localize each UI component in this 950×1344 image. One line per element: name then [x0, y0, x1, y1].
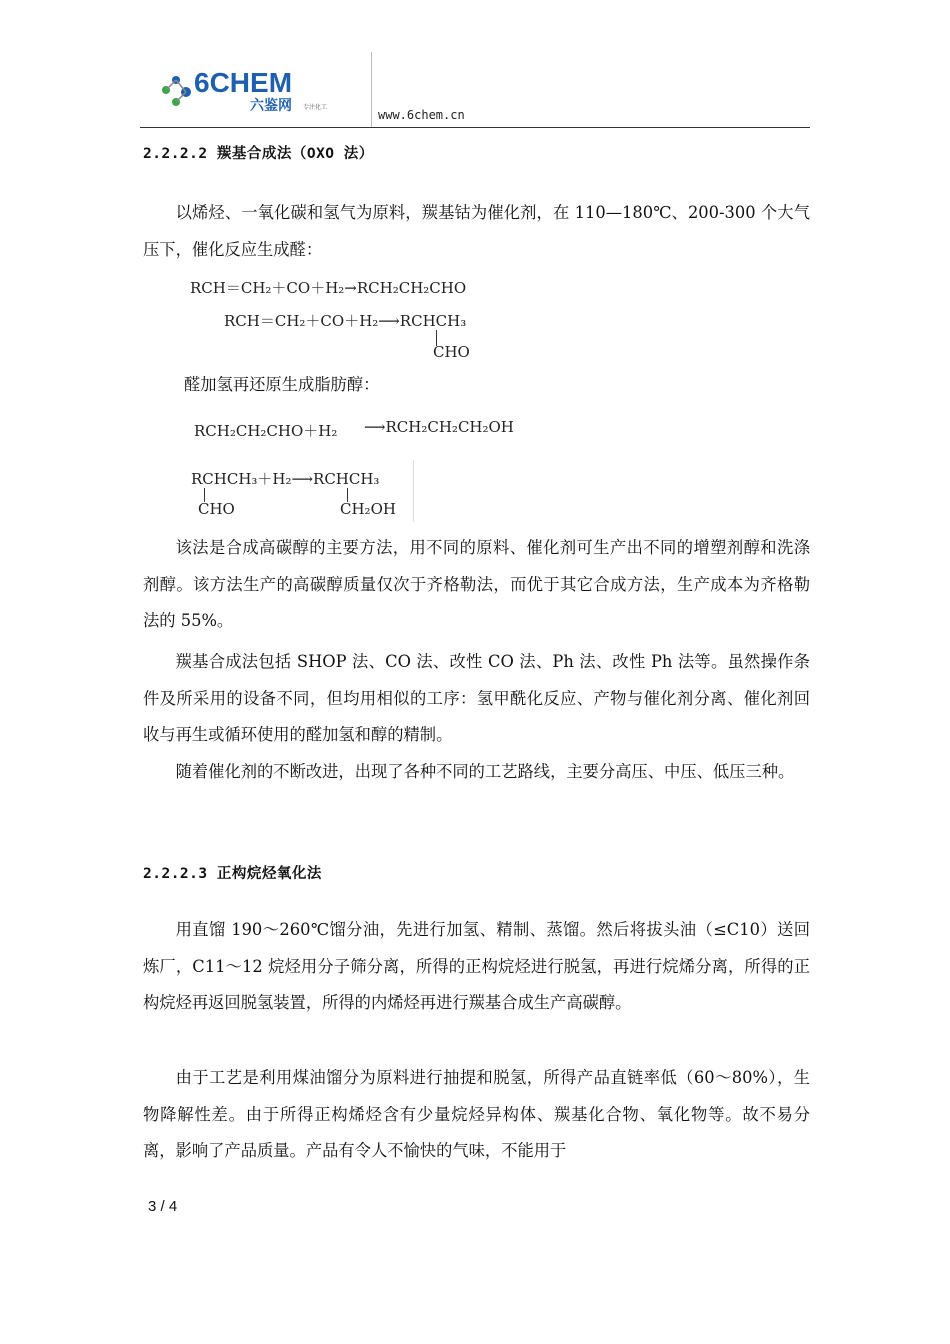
paraffin-paragraph-2: 由于工艺是利用煤油馏分为原料进行抽提和脱氢，所得产品直链率低（60～80%），生物降解性差。由于所得正构烯烃含有少量烷烃异构体、羰基化合物、氧化物等。故不易分离，影响了产品质量。产品有令人不愉快的气味，不能用于	[143, 1068, 810, 1160]
6chem-logo	[158, 62, 358, 112]
formula2-line1-right: ⟶RCH₂CH₂CH₂OH	[364, 418, 514, 436]
page-header	[140, 52, 810, 128]
header-divider	[371, 52, 372, 128]
formula2-line2: RCHCH₃＋H₂⟶RCHCH₃	[191, 470, 380, 488]
hydrogenation-intro: 醛加氢再还原生成脂肪醇：	[184, 375, 380, 394]
page-number: 3 / 4	[148, 1198, 178, 1215]
formula1-line1: RCH＝CH₂＋CO＋H₂→RCH₂CH₂CHO	[190, 279, 467, 297]
formula2-frame	[413, 460, 414, 522]
formula1-line2: RCH＝CH₂＋CO＋H₂⟶RCHCH₃	[224, 312, 467, 330]
oxo-intro: 以烯烃、一氧化碳和氢气为原料，羰基钴为催化剂，在 110—180℃、200-300 个大气压下，催化反应生成醛：	[143, 203, 810, 259]
section-heading-oxo: 2.2.2.2 羰基合成法（OXO 法）	[143, 146, 374, 162]
oxo-paragraph-2: 羰基合成法包括 SHOP 法、CO 法、改性 CO 法、Ph 法、改性 Ph 法等。虽然操作条件及所采用的设备不同，但均用相似的工序：氢甲酰化反应、产物与催化剂分离、催化剂回收与再生或循环使用的醛加氢和醇的精制。	[143, 652, 810, 744]
section-heading-paraffin: 2.2.2.3 正构烷烃氧化法	[143, 866, 322, 882]
header-rule	[140, 127, 810, 128]
site-url: www.6chem.cn	[378, 108, 465, 122]
logo-tag: 专注化工	[303, 104, 328, 111]
oxo-paragraph-3: 随着催化剂的不断改进，出现了各种不同的工艺路线，主要分高压、中压、低压三种。	[175, 762, 795, 781]
paraffin-paragraph-1: 用直馏 190～260℃馏分油，先进行加氢、精制、蒸馏。然后将拔头油（≤C10）送回炼厂，C11～12 烷烃用分子筛分离，所得的正构烷烃进行脱氢，再进行烷烯分离，所得的正构烷烃再返回脱氢装置，所得的内烯烃再进行羰基合成生产高碳醇。	[143, 920, 810, 1012]
formula2-line1-left: RCH₂CH₂CHO＋H₂	[194, 422, 338, 440]
formula1-branch: CHO	[433, 343, 470, 361]
logo-cn: 六鉴网	[250, 98, 292, 112]
oxo-paragraph-1: 该法是合成高碳醇的主要方法，用不同的原料、催化剂可生产出不同的增塑剂醇和洗涤剂醇。该方法生产的高碳醇质量仅次于齐格勒法，而优于其它合成方法，生产成本为齐格勒法的 55%。	[143, 538, 810, 630]
logo-wordmark: 6CHEM	[194, 67, 293, 98]
formula2-branch-left: CHO	[198, 500, 235, 518]
formula2-branch-right: CH₂OH	[340, 500, 396, 518]
